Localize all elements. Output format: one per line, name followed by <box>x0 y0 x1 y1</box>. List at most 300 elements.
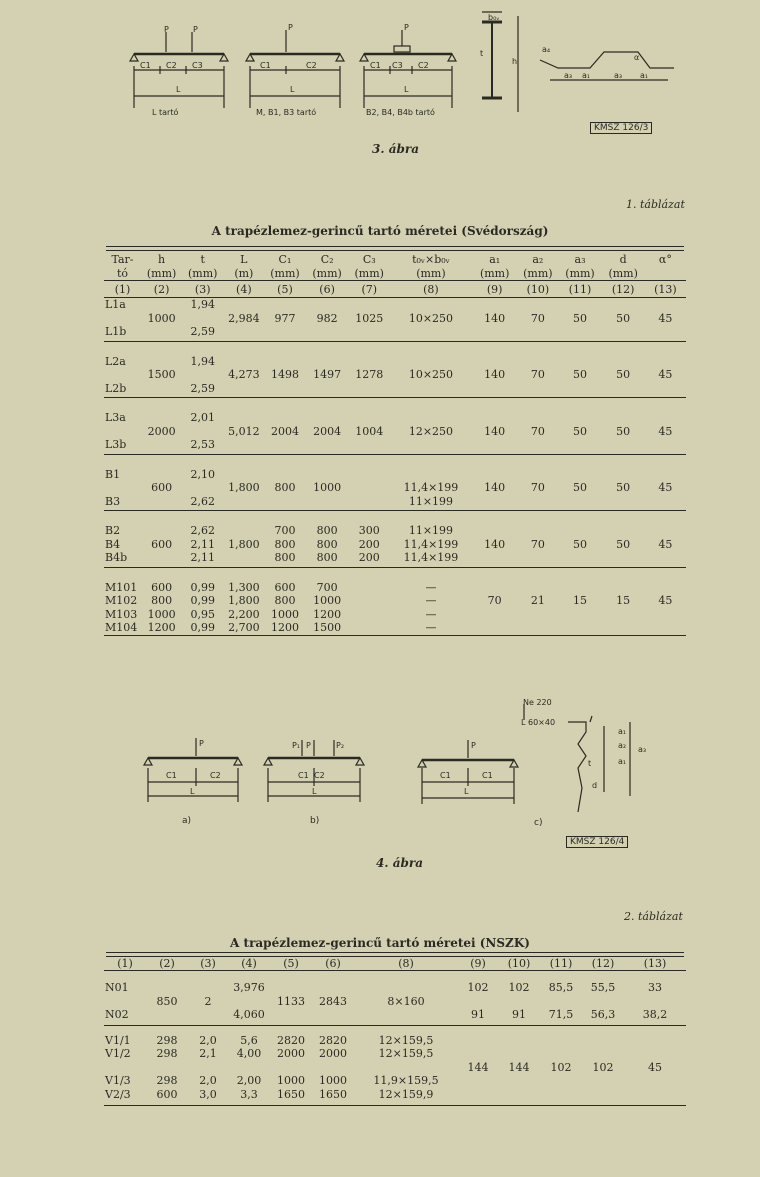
table1-cell: 800 <box>316 524 338 538</box>
svg-text:P: P <box>404 23 409 32</box>
figure-4-drawings <box>130 692 650 832</box>
table2-cell: 2000 <box>277 1047 305 1061</box>
table1-cell <box>390 325 472 339</box>
table2-colnum-cell: (8) <box>398 956 414 970</box>
table1-header-cell: C₂ <box>320 252 334 266</box>
table1-cell: 600 <box>151 580 173 594</box>
table1-cell <box>602 551 645 565</box>
table-row <box>104 1047 686 1061</box>
svg-text:L: L <box>312 787 317 796</box>
table2-cell: 102 <box>592 1060 614 1074</box>
table1-cell <box>645 325 686 339</box>
table1-cell: 2,59 <box>190 325 215 339</box>
table1-cell <box>141 468 182 482</box>
table2-cell <box>582 995 624 1009</box>
table2-cell: 2,1 <box>199 1047 217 1061</box>
table-row <box>104 481 686 495</box>
table1-cell <box>602 621 645 635</box>
table1-cell: 5,012 <box>228 424 260 438</box>
table1-header-cell: (mm) <box>312 266 342 280</box>
table1-cell <box>104 368 141 382</box>
table1-cell: 300 <box>358 524 380 538</box>
table1-cell: 600 <box>151 481 173 495</box>
table1-cell: B2 <box>105 524 121 538</box>
table1-cell <box>390 298 472 312</box>
table-row <box>104 1034 686 1048</box>
table-row <box>104 538 686 552</box>
table1-cell <box>558 468 601 482</box>
table2-cell <box>624 1074 686 1088</box>
table2-cell: 3,0 <box>199 1087 217 1101</box>
table1-cell: 50 <box>573 424 587 438</box>
table2-cell <box>458 1088 498 1102</box>
table1-cell: 50 <box>573 537 587 551</box>
table1-cell: 10×250 <box>408 311 454 325</box>
table1-cell <box>306 438 349 452</box>
table1-cell <box>645 411 686 425</box>
table2-cell <box>498 1047 540 1061</box>
table1-header-cell: d <box>619 252 627 266</box>
table1-cell <box>472 608 517 622</box>
table1-cell <box>602 608 645 622</box>
table1-cell: 50 <box>616 311 631 325</box>
table1-cell: — <box>425 621 437 635</box>
table1-cell <box>558 621 601 635</box>
table2-cell: 2820 <box>319 1033 347 1047</box>
table1-cell <box>306 495 349 509</box>
table-row <box>104 382 686 396</box>
table2-cell: 2,0 <box>199 1074 217 1088</box>
table2-cell: V2/3 <box>105 1087 131 1101</box>
table2-cell: 144 <box>508 1060 530 1074</box>
table1-cell <box>349 325 390 339</box>
table1-cell: M102 <box>105 594 138 608</box>
table2-cell <box>354 1008 458 1022</box>
table1-cell <box>223 468 264 482</box>
table1-cell: 982 <box>316 311 338 325</box>
table1-cell <box>390 438 472 452</box>
table2-cell: 1133 <box>277 994 305 1008</box>
table1-cell <box>141 524 182 538</box>
svg-text:P: P <box>288 23 293 32</box>
table1-cell <box>645 495 686 509</box>
table1-cell: 2,53 <box>190 438 215 452</box>
table1-cell <box>472 355 517 369</box>
table-row <box>104 1074 686 1088</box>
table2-cell <box>312 981 354 995</box>
table1-cell: 2,62 <box>190 494 215 508</box>
table1-header-cell: (mm) <box>416 266 446 280</box>
table-row <box>104 411 686 425</box>
table1-cell <box>602 581 645 595</box>
table2-cell: 91 <box>512 1008 526 1022</box>
table-row <box>104 981 686 995</box>
table1-cell <box>223 524 264 538</box>
table2-cell <box>582 1074 624 1088</box>
table2-cell: 55,5 <box>590 981 616 995</box>
table2-colnum-cell: (6) <box>325 956 341 970</box>
table1-cell: 50 <box>573 368 587 382</box>
table1-cell <box>558 495 601 509</box>
table1-cell: 2,59 <box>190 381 215 395</box>
table2-cell <box>624 1034 686 1048</box>
table1-cell: 70 <box>530 424 545 438</box>
table1-cell: 2000 <box>147 424 176 438</box>
table1-cell <box>645 551 686 565</box>
table1-cell: 2,11 <box>190 537 215 551</box>
table1-cell: 200 <box>358 537 380 551</box>
table1-cell <box>306 355 349 369</box>
table1-cell <box>472 495 517 509</box>
table1-header-cell: (mm) <box>354 266 384 280</box>
table1-cell <box>517 438 558 452</box>
table1-cell: 1025 <box>355 311 384 325</box>
table1-cell <box>223 438 264 452</box>
svg-text:P: P <box>306 741 311 750</box>
svg-text:P₁: P₁ <box>292 741 301 750</box>
table1-cell: 45 <box>658 368 673 382</box>
table2-cell <box>540 1088 582 1102</box>
table1-cell: — <box>425 580 437 594</box>
svg-text:a₃: a₃ <box>638 745 647 754</box>
table1-cell: M103 <box>105 607 138 621</box>
svg-text:C1: C1 <box>440 771 451 780</box>
table2-colnum-cell: (10) <box>507 956 531 970</box>
table2-cell <box>146 1061 188 1075</box>
table1-cell <box>472 621 517 635</box>
table1-cell <box>517 355 558 369</box>
table1-cell <box>141 325 182 339</box>
table1-cell: 1000 <box>147 607 176 621</box>
fig3-code: KMSZ 126/3 <box>590 122 652 134</box>
table1-cell <box>472 438 517 452</box>
table1-cell: 1500 <box>313 621 342 635</box>
table1-cell: 700 <box>274 524 296 538</box>
table2-cell <box>270 1008 312 1022</box>
svg-text:P₂: P₂ <box>336 741 345 750</box>
table1-cell <box>349 481 390 495</box>
table2-cell <box>188 1008 228 1022</box>
table2-cell: 12×159,9 <box>378 1087 434 1101</box>
table1-cell <box>223 325 264 339</box>
table1-cell <box>349 495 390 509</box>
table1-cell <box>349 438 390 452</box>
svg-text:C3: C3 <box>392 61 403 70</box>
table-row <box>104 621 686 635</box>
table1-cell <box>223 551 264 565</box>
table1-cell <box>558 298 601 312</box>
table1-header-cell: L <box>240 252 248 266</box>
svg-text:C1: C1 <box>370 61 381 70</box>
table1-cell <box>104 425 141 439</box>
table2-cell <box>624 1088 686 1102</box>
table2-cell: N01 <box>105 981 129 995</box>
table1-cell <box>645 382 686 396</box>
table1-cell: 11×199 <box>408 494 454 508</box>
svg-text:C1: C1 <box>298 771 309 780</box>
table2-colnum-cell: (2) <box>159 956 175 970</box>
table1-cell <box>517 524 558 538</box>
table1-colnum-cell: (1) <box>114 282 131 296</box>
table1-cell: B4 <box>105 537 121 551</box>
table2-cell: 2820 <box>277 1033 305 1047</box>
table2-cell <box>458 1074 498 1088</box>
table2-cell <box>228 995 270 1009</box>
table1-cell <box>223 411 264 425</box>
table1-cell: 1497 <box>313 368 342 382</box>
table1-cell: 600 <box>151 537 173 551</box>
table2-cell <box>498 1034 540 1048</box>
table1-cell: 11,4×199 <box>403 537 459 551</box>
table2-cell: V1/2 <box>105 1047 131 1061</box>
table1-cell: L2b <box>105 381 127 395</box>
table1-cell: 0,99 <box>190 621 215 635</box>
table1-colnum-cell: (10) <box>526 282 550 296</box>
table2-cell: 5,6 <box>240 1033 258 1047</box>
table1-cell: 977 <box>274 311 296 325</box>
table1-header-cell: t <box>200 252 205 266</box>
svg-text:d: d <box>592 781 598 790</box>
table1-cell: 800 <box>274 481 296 495</box>
table2-cell <box>104 1061 146 1075</box>
table1-cell: 70 <box>530 368 545 382</box>
table1-cell: 10×250 <box>408 368 454 382</box>
table-row <box>104 1008 686 1022</box>
svg-text:L: L <box>176 85 181 94</box>
table2-cell: 12×159,5 <box>378 1033 434 1047</box>
svg-text:L: L <box>190 787 195 796</box>
table1-header-cell: tó <box>116 266 129 280</box>
table1-header-cell: (mm) <box>479 266 510 280</box>
table1-cell: 45 <box>658 594 673 608</box>
table1-cell <box>264 411 305 425</box>
table1-cell <box>306 382 349 396</box>
table2-cell <box>624 1047 686 1061</box>
svg-text:C1: C1 <box>166 771 177 780</box>
table2-colnum-cell: (3) <box>200 956 216 970</box>
fig4-label-a: a) <box>182 816 192 826</box>
table2-title: A trapézlemez-gerincű tartó méretei (NSZK) <box>230 936 530 950</box>
table2-colnum-cell: (13) <box>643 956 667 970</box>
table1-cell: 50 <box>616 368 631 382</box>
table1-cell: 70 <box>530 537 545 551</box>
table1-cell: 140 <box>484 537 506 551</box>
svg-text:a₁: a₁ <box>618 757 627 766</box>
table1-header-cell: (mm) <box>270 266 300 280</box>
table-row <box>104 438 686 452</box>
table1-cell: 50 <box>616 424 631 438</box>
table2-cell: 33 <box>648 981 662 995</box>
table1-cell: L1a <box>105 298 126 312</box>
table-row <box>104 355 686 369</box>
table1-header-cell: t₀ᵥ×b₀ᵥ <box>412 252 450 266</box>
table1-cell <box>558 438 601 452</box>
table1-cell: 50 <box>616 537 631 551</box>
table1-cell <box>645 621 686 635</box>
table1-header-cell: C₃ <box>362 252 376 266</box>
table2-cell <box>146 981 188 995</box>
table2-cell: N02 <box>105 1008 129 1022</box>
table2-cell <box>624 995 686 1009</box>
table2-cell: 102 <box>467 981 489 995</box>
table1-cell <box>104 481 141 495</box>
table1-cell <box>517 608 558 622</box>
table1-cell <box>645 298 686 312</box>
table1-cell <box>306 411 349 425</box>
table1-cell <box>349 621 390 635</box>
table1-cell <box>558 355 601 369</box>
table2-cell <box>458 995 498 1009</box>
table1-cell <box>472 382 517 396</box>
table2-cell: 8×160 <box>387 994 425 1008</box>
svg-text:P: P <box>164 25 169 34</box>
table1-cell <box>223 495 264 509</box>
table2-cell: 4,00 <box>236 1047 262 1061</box>
table1-cell <box>472 298 517 312</box>
table2-cell <box>458 1047 498 1061</box>
table1-cell <box>472 524 517 538</box>
table-row <box>104 312 686 326</box>
table1-cell: 1200 <box>313 607 342 621</box>
table1-cell <box>645 608 686 622</box>
svg-text:C2: C2 <box>306 61 317 70</box>
table1-cell <box>349 382 390 396</box>
table2-cell: 298 <box>156 1033 178 1047</box>
table1-cell: 45 <box>658 424 673 438</box>
table2-cell: 3,3 <box>240 1087 258 1101</box>
table1-cell: 1,800 <box>228 594 260 608</box>
table2-cell: V1/3 <box>105 1074 131 1088</box>
table1-header-cell: h <box>158 252 166 266</box>
table1-header-cell: a₃ <box>574 252 586 266</box>
table2-cell: 4,060 <box>233 1008 265 1022</box>
table1-colnum-cell: (8) <box>423 282 439 296</box>
table1-cell: 800 <box>274 537 296 551</box>
table2-cell: 38,2 <box>642 1008 668 1022</box>
table1-cell: 1000 <box>147 311 176 325</box>
table1-cell: 200 <box>358 551 380 565</box>
table2-cell: 2,00 <box>236 1074 262 1088</box>
table2-cell: 600 <box>156 1087 178 1101</box>
fig3-label-m: M, B1, B3 tartó <box>256 108 317 117</box>
table-row <box>104 1061 686 1075</box>
table1-cell: M104 <box>105 621 138 635</box>
svg-text:C2: C2 <box>210 771 221 780</box>
table1-cell: 2,200 <box>228 607 260 621</box>
table2-cell <box>354 1061 458 1075</box>
table2-cell: 102 <box>508 981 530 995</box>
table1-cell <box>517 551 558 565</box>
table2-cell <box>312 1008 354 1022</box>
table2-cell <box>540 995 582 1009</box>
table1-cell: 2,11 <box>190 551 215 565</box>
table1-cell <box>264 382 305 396</box>
table1-cell: 50 <box>573 311 587 325</box>
table1-cell <box>223 355 264 369</box>
table1-cell <box>349 581 390 595</box>
table1-header-cell: (mm) <box>187 266 218 280</box>
table2-cell <box>270 1061 312 1075</box>
svg-text:a₁: a₁ <box>640 71 649 80</box>
table1-header-cell: α° <box>658 252 672 266</box>
table1-cell: 1,800 <box>228 481 260 495</box>
table1-cell <box>264 468 305 482</box>
table1-cell: L3a <box>105 411 126 425</box>
table1-cell <box>602 468 645 482</box>
table1-cell <box>645 438 686 452</box>
table2-cell <box>458 1034 498 1048</box>
table1-cell <box>223 298 264 312</box>
table1-cell: 700 <box>316 580 338 594</box>
table1-cell: 0,95 <box>190 607 215 621</box>
table1-cell <box>390 355 472 369</box>
figure-3-caption: 3. ábra <box>372 142 419 156</box>
table1-colnum-cell: (4) <box>236 282 252 296</box>
table1-cell: B4b <box>105 551 128 565</box>
table1-cell: 1500 <box>147 368 176 382</box>
table2-cell <box>228 1061 270 1075</box>
table1-header-cell <box>645 266 686 281</box>
table1-cell <box>264 438 305 452</box>
table2-cell: 71,5 <box>548 1008 574 1022</box>
table1-cell: 11,4×199 <box>403 481 459 495</box>
table1-cell <box>517 621 558 635</box>
table2-cell: 2000 <box>319 1047 347 1061</box>
table1-cell <box>141 495 182 509</box>
table2-cell <box>540 1047 582 1061</box>
svg-text:h: h <box>512 57 518 66</box>
table1-cell <box>558 325 601 339</box>
table-row <box>104 468 686 482</box>
table2-colnum-cell: (9) <box>470 956 486 970</box>
table1-cell: 2004 <box>313 424 342 438</box>
table1-cell <box>390 468 472 482</box>
table1-cell <box>517 495 558 509</box>
table2 <box>104 956 686 1106</box>
table1-cell: 140 <box>484 481 506 495</box>
table2-cell <box>540 1034 582 1048</box>
table1-cell <box>306 325 349 339</box>
table1-cell <box>349 411 390 425</box>
svg-text:P: P <box>193 25 198 34</box>
table1-cell: 11×199 <box>408 524 454 538</box>
table1-cell: 2,700 <box>228 621 260 635</box>
table1-cell: L1b <box>105 325 127 339</box>
svg-text:L: L <box>290 85 295 94</box>
table2-cell <box>188 1061 228 1075</box>
table1-header-cell: (mm) <box>608 266 638 280</box>
table1-label: 1. táblázat <box>626 198 685 211</box>
table1-cell <box>264 325 305 339</box>
fig4-label-c: c) <box>534 818 543 828</box>
table-row <box>104 995 686 1009</box>
table1-cell <box>141 382 182 396</box>
table1-cell: 800 <box>151 594 173 608</box>
table1-cell: 1200 <box>270 621 299 635</box>
fig4-label-ne: Ne 220 <box>523 698 552 707</box>
fig4-label-l: L 60×40 <box>521 718 556 727</box>
table1-cell: 2,10 <box>190 467 215 481</box>
table1-cell <box>602 411 645 425</box>
table2-cell: 2 <box>204 994 212 1008</box>
table1-cell <box>517 382 558 396</box>
table1-cell <box>306 468 349 482</box>
table1-cell: L3b <box>105 438 127 452</box>
table2-colnum-cell: (4) <box>241 956 257 970</box>
table1-header-cell: (mm) <box>146 266 177 280</box>
table1-cell: 70 <box>487 594 502 608</box>
table2-cell: 85,5 <box>548 981 574 995</box>
